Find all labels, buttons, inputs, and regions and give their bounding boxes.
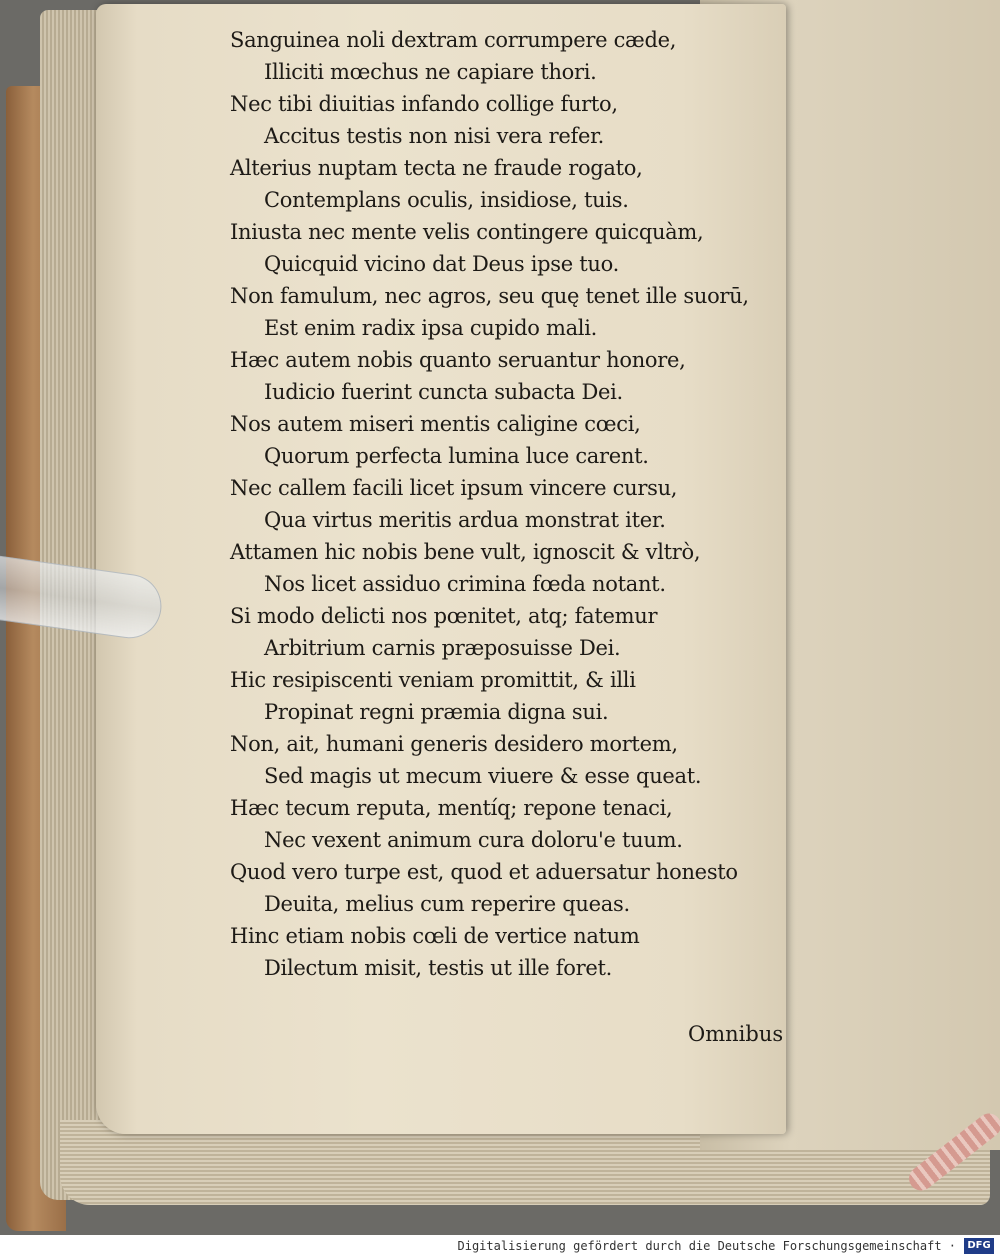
footer-bar xyxy=(0,1235,1000,1260)
verse-line: Non, ait, humani generis desidero mortem, xyxy=(230,732,678,756)
verse-line: Quorum perfecta lumina luce carent. xyxy=(264,444,649,468)
verse-line: Arbitrium carnis præposuisse Dei. xyxy=(264,636,621,660)
verse-line: Dilectum misit, testis ut ille foret. xyxy=(264,956,612,980)
verse-line: Iudicio fuerint cuncta subacta Dei. xyxy=(264,380,623,404)
verse-line: Quicquid vicino dat Deus ipse tuo. xyxy=(264,252,619,276)
verse-line: Contemplans oculis, insidiose, tuis. xyxy=(264,188,629,212)
verse-line: Nec vexent animum cura doloru'e tuum. xyxy=(264,828,683,852)
verse-line: Hic resipiscenti veniam promittit, & illi xyxy=(230,668,636,692)
verse-line: Si modo delicti nos pœnitet, atq; fatemur xyxy=(230,604,658,628)
verse-line: Propinat regni præmia digna sui. xyxy=(264,700,609,724)
dfg-logo-icon: DFG xyxy=(964,1238,994,1254)
footer-credit: Digitalisierung gefördert durch die Deutsche Forschungsgemeinschaft · xyxy=(457,1239,956,1253)
verse-line: Qua virtus meritis ardua monstrat iter. xyxy=(264,508,666,532)
catchword: Omnibus xyxy=(688,1022,784,1046)
verse-line: Sed magis ut mecum viuere & esse queat. xyxy=(264,764,702,788)
verse-line: Nos licet assiduo crimina fœda notant. xyxy=(264,572,666,596)
verse-line: Nec callem facili licet ipsum vincere cursu, xyxy=(230,476,678,500)
verse-line: Quod vero turpe est, quod et aduersatur honesto xyxy=(230,860,738,884)
verse-line: Illiciti mœchus ne capiare thori. xyxy=(264,60,597,84)
verse-line: Sanguinea noli dextram corrumpere cæde, xyxy=(230,28,677,52)
verse-line: Nec tibi diuitias infando collige furto, xyxy=(230,92,618,116)
verse-line: Deuita, melius cum reperire queas. xyxy=(264,892,630,916)
verse-line: Hæc autem nobis quanto seruantur honore, xyxy=(230,348,686,372)
verse-line: Accitus testis non nisi vera refer. xyxy=(264,124,604,148)
verse-line: Hinc etiam nobis cœli de vertice natum xyxy=(230,924,640,948)
verse-line: Nos autem miseri mentis caligine cœci, xyxy=(230,412,641,436)
verse-line: Attamen hic nobis bene vult, ignoscit & vltrò, xyxy=(230,540,701,564)
verse-line: Alterius nuptam tecta ne fraude rogato, xyxy=(230,156,643,180)
verse-line: Iniusta nec mente velis contingere quicquàm, xyxy=(230,220,704,244)
verse-line: Hæc tecum reputa, mentíq; repone tenaci, xyxy=(230,796,673,820)
verse-text xyxy=(230,24,830,984)
verse-line: Non famulum, nec agros, seu quę tenet ille suorū, xyxy=(230,284,749,308)
verse-line: Est enim radix ipsa cupido mali. xyxy=(264,316,597,340)
